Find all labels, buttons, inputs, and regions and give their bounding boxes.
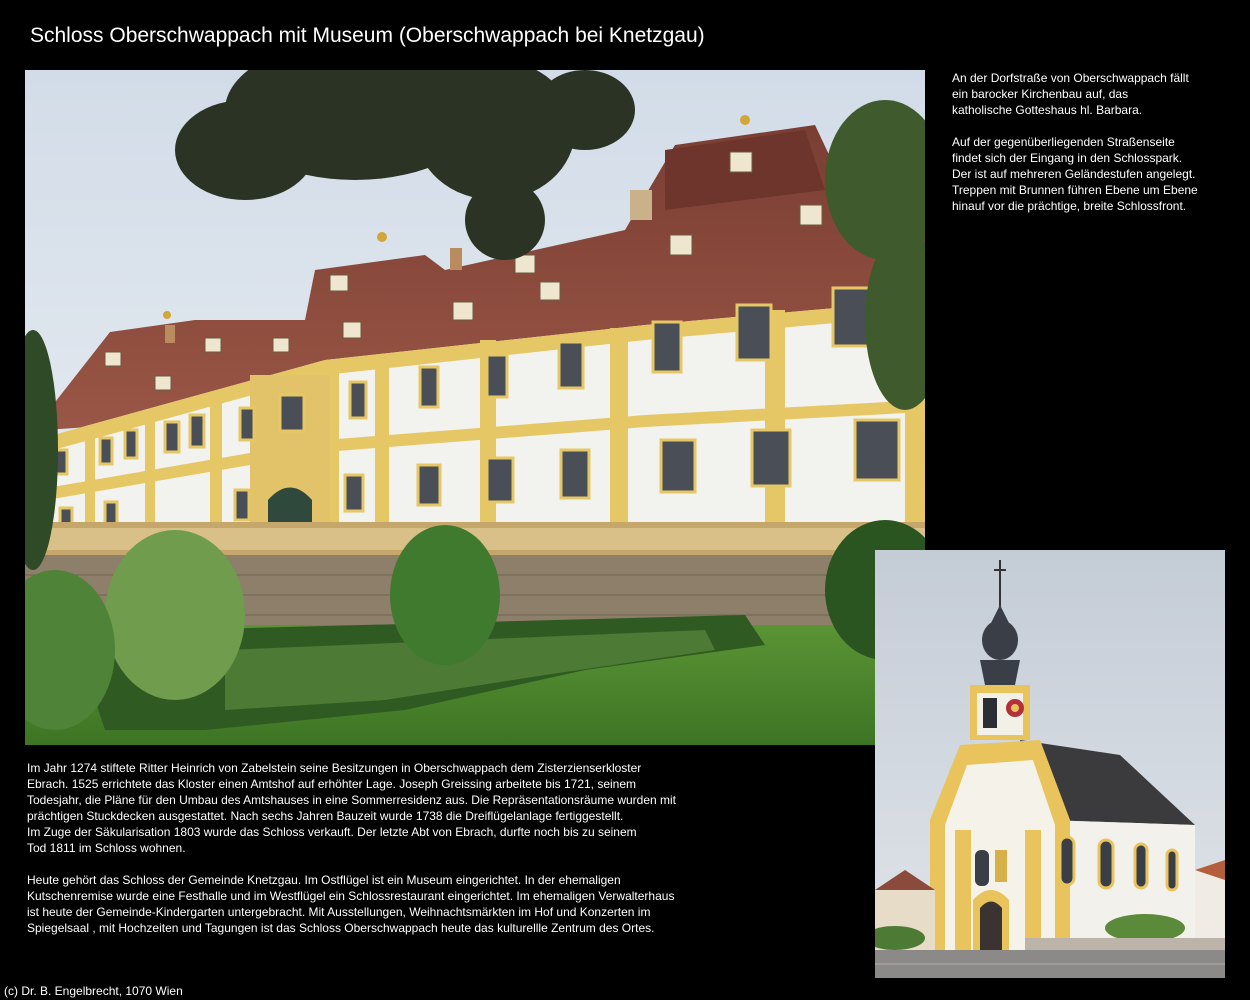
text-line: Heute gehört das Schloss der Gemeinde Knetzgau. Im Ostflügel ist ein Museum eingerichtet. In der ehemaligen (27, 873, 621, 887)
main-description (27, 760, 697, 952)
side-paragraph-1 (952, 70, 1232, 118)
text-line: Tod 1811 im Schloss wohnen. (27, 841, 186, 855)
side-description (952, 70, 1232, 230)
text-line: Der ist auf mehreren Geländestufen angelegt. (952, 167, 1196, 181)
text-line: hinauf vor die prächtige, breite Schlossfront. (952, 199, 1187, 213)
text-line: ist heute der Gemeinde-Kindergarten untergebracht. Mit Ausstellungen, Weihnachtsmärkten im Hof und Konzerten im (27, 905, 651, 919)
text-line: Auf der gegenüberliegenden Straßenseite (952, 135, 1175, 149)
side-paragraph-2 (952, 134, 1232, 214)
copyright-footer: (c) Dr. B. Engelbrecht, 1070 Wien (4, 984, 183, 998)
text-line: katholische Gotteshaus hl. Barbara. (952, 103, 1143, 117)
text-line: prächtigen Stuckdecken ausgestattet. Nach sechs Jahren Bauzeit wurde 1738 die Dreiflügelanlage fertiggestellt. (27, 809, 624, 823)
church-photo (875, 550, 1225, 978)
text-line: An der Dorfstraße von Oberschwappach fällt (952, 71, 1189, 85)
castle-photo-image (25, 70, 925, 745)
text-line: Treppen mit Brunnen führen Ebene um Ebene (952, 183, 1198, 197)
main-paragraph-2 (27, 872, 697, 936)
church-photo-image (875, 550, 1225, 978)
page-title: Schloss Oberschwappach mit Museum (Oberschwappach bei Knetzgau) (30, 24, 705, 47)
text-line: Im Zuge der Säkularisation 1803 wurde das Schloss verkauft. Der letzte Abt von Ebrach, durfte noch bis zu seinem (27, 825, 637, 839)
text-line: Spiegelsaal , mit Hochzeiten und Tagungen ist das Schloss Oberschwappach heute das kulturellle Zentrum des Ortes. (27, 921, 655, 935)
main-paragraph-1 (27, 760, 697, 856)
text-line: Todesjahr, die Pläne für den Umbau des Amtshauses in eine Sommerresidenz aus. Die Repräsentationsräume wurden mit (27, 793, 677, 807)
text-line: Kutschenremise wurde eine Festhalle und im Westflügel ein Schlossrestaurant eingerichtet. Im ehemaligen Verwalterhaus (27, 889, 675, 903)
text-line: Ebrach. 1525 errichtete das Kloster einen Amtshof auf erhöhter Lage. Joseph Greissing arbeitete bis 1721, seinem (27, 777, 637, 791)
text-line: findet sich der Eingang in den Schlosspark. (952, 151, 1183, 165)
text-line: ein barocker Kirchenbau auf, das (952, 87, 1129, 101)
castle-photo (25, 70, 925, 745)
text-line: Im Jahr 1274 stiftete Ritter Heinrich von Zabelstein seine Besitzungen in Oberschwappach dem Zisterzienserkloster (27, 761, 642, 775)
